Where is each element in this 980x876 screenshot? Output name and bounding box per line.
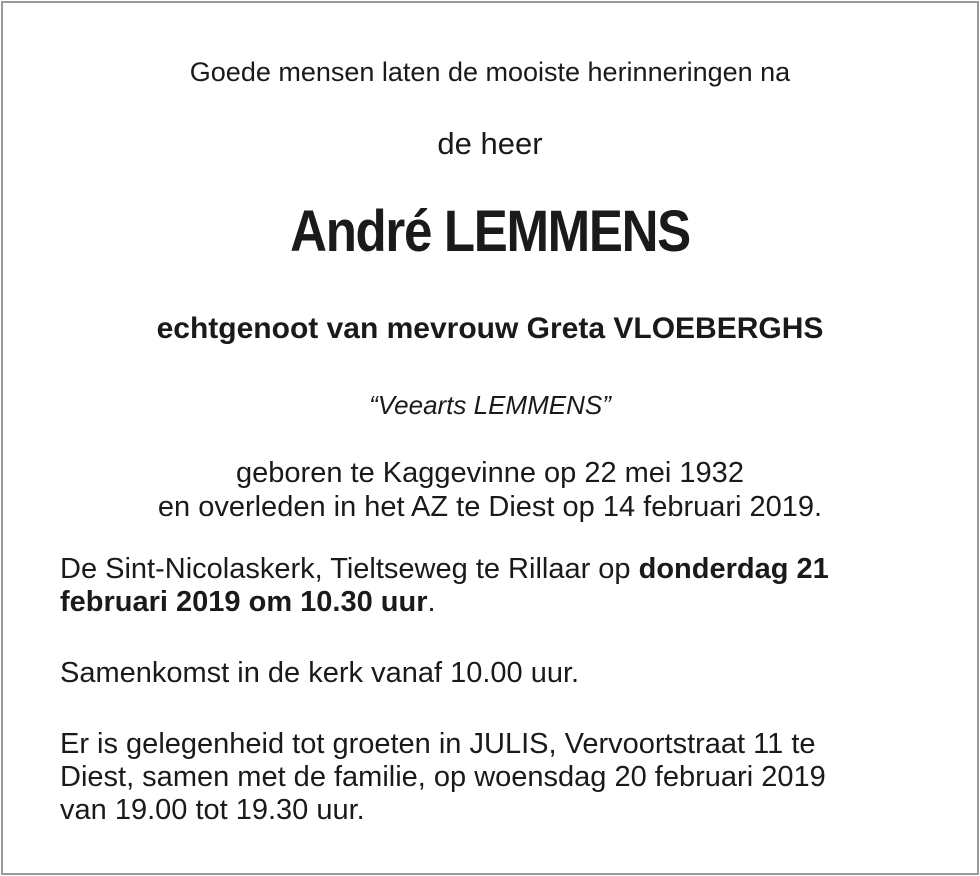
service-day-bold: donderdag 21 [638,553,829,585]
title-prefix: de heer [437,126,543,161]
condolence-line-1: Er is gelegenheid tot groeten in JULIS, Vervoortstraat 11 te [60,728,816,760]
church-location-text: De Sint-Nicolaskerk, Tieltseweg te Rillaar op [60,553,639,585]
condolence-info [60,728,920,827]
intro-text: Goede mensen laten de mooiste herinneringen na [189,57,791,87]
deceased-name: André LEMMENS [290,199,690,264]
nickname: “Veearts LEMMENS” [369,390,611,420]
spouse-line: echtgenoot van mevrouw Greta VLOEBERGHS [156,312,824,345]
church-line-2 [60,586,920,619]
funeral-service-info [60,553,920,619]
condolence-line-3: van 19.00 tot 19.30 uur. [60,794,365,826]
church-line-1 [60,553,920,586]
condolence-line-2: Diest, samen met de familie, op woensdag 20 februari 2019 [60,761,826,793]
gathering-info: Samenkomst in de kerk vanaf 10.00 uur. [60,657,580,689]
birth-line: geboren te Kaggevinne op 22 mei 1932 [236,457,744,489]
death-line: en overleden in het AZ te Diest op 14 februari 2019. [157,491,823,523]
service-date-time-bold: februari 2019 om 10.30 uur [60,586,428,618]
birth-death-info [0,456,980,524]
church-line-end: . [427,586,436,618]
